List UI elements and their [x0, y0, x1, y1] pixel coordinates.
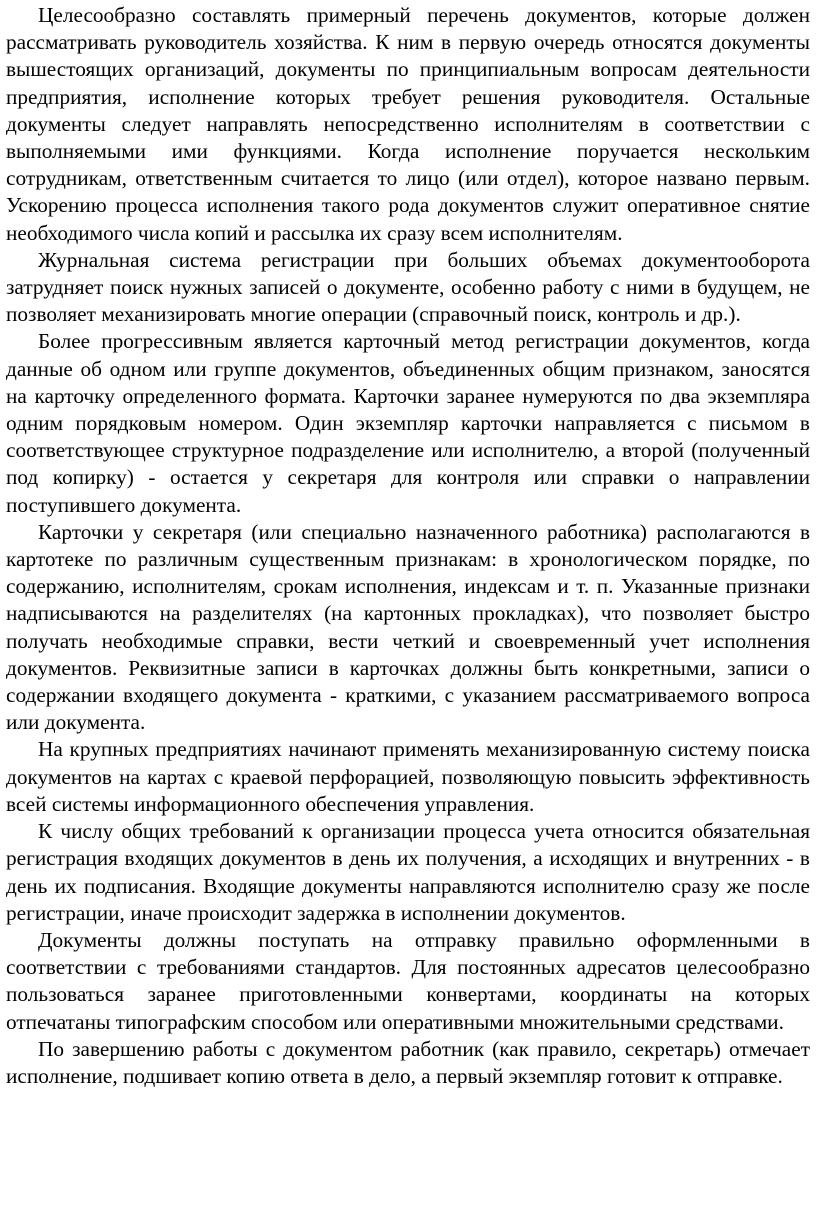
paragraph-journal-registration: Журнальная система регистрации при больших объемах документооборота затрудняет поиск нужных записей о документе, особенно работу с ними в будущем, не позволяет механизировать многие операции (справочный поиск, контроль и др.).	[6, 247, 810, 327]
paragraph-completion-procedure: По завершению работы с документом работник (как правило, секретарь) отмечает исполнение, подшивает копию ответа в дело, а первый экземпляр готовит к отправке.	[6, 1036, 810, 1088]
paragraph-card-index: Карточки у секретаря (или специально назначенного работника) располагаются в картотеке по различным существенным признакам: в хронологическом порядке, по содержанию, исполнителям, срокам исполнения, индексам и т. п. Указанные признаки надписываются на разделителях (на картонных прокладках), что позволяет быстро получать необходимые справки, вести четкий и своевременный учет исполнения документов. Реквизитные записи в карточках должны быть конкретными, записи о содержании входящего документа - краткими, с указанием рассматриваемого вопроса или документа.	[6, 519, 810, 735]
paragraph-dispatch-requirements: Документы должны поступать на отправку правильно оформленными в соответствии с требованиями стандартов. Для постоянных адресатов целесообразно пользоваться заранее приготовленными конвертами, координаты на которых отпечатаны типографским способом или оперативными множительными средствами.	[6, 927, 810, 1034]
paragraph-registration-requirements: К числу общих требований к организации процесса учета относится обязательная регистрация входящих документов в день их получения, а исходящих и внутренних - в день их подписания. Входящие документы направляются исполнителю сразу же после регистрации, иначе происходит задержка в исполнении документов.	[6, 819, 810, 925]
paragraph-mechanized-search: На крупных предприятиях начинают применять механизированную систему поиска документов на картах с краевой перфорацией, позволяющую повысить эффективность всей системы информационного обеспечения управления.	[6, 737, 810, 816]
paragraph-card-registration-method: Более прогрессивным является карточный метод регистрации документов, когда данные об одном или группе документов, объединенных общим признаком, заносятся на карточку определенного формата. Карточки заранее нумеруются по два экземпляра одним порядковым номером. Один экземпляр карточки направляется с письмом в соответствующее структурное подразделение или исполнителю, а второй (полученный под копирку) - остается у секретаря для контроля или справки о направлении поступившего документа.	[6, 329, 810, 517]
paragraph-document-review-list: Целесообразно составлять примерный перечень документов, которые должен рассматривать руководитель хозяйства. К ним в первую очередь относятся документы вышестоящих организаций, документы по принципиальным вопросам деятельности предприятия, исполнение которых требует решения руководителя. Остальные документы следует направлять непосредственно исполнителям в соответствии с выполняемыми ими функциями. Когда исполнение поручается нескольким сотрудникам, ответственным считается то лицо (или отдел), которое названо первым. Ускорению процесса исполнения такого рода документов служит оперативное снятие необходимого числа копий и рассылка их сразу всем исполнителям.	[6, 3, 810, 245]
